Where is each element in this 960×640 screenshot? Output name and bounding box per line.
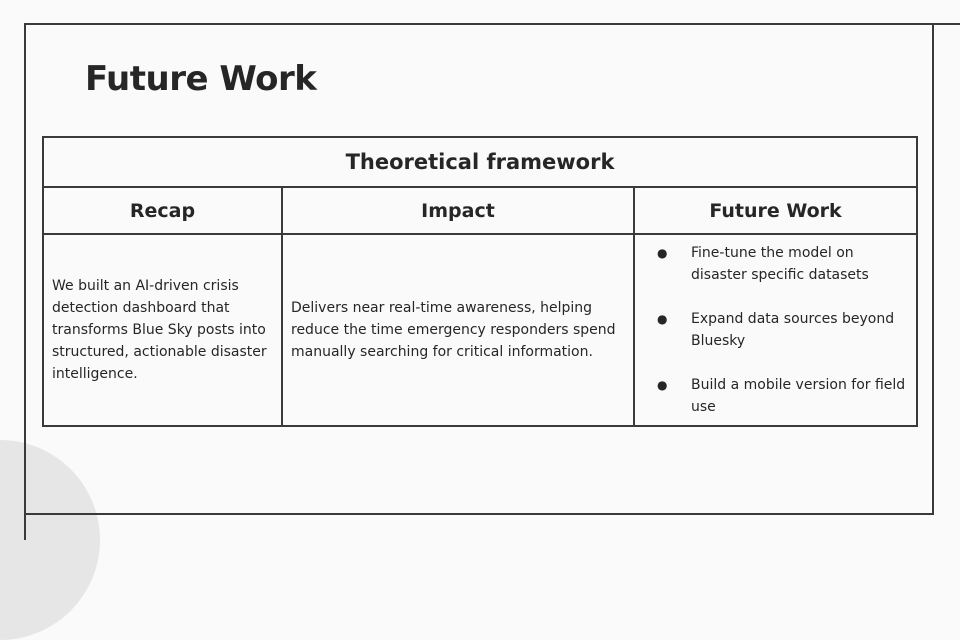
table-caption-row: [43, 137, 917, 187]
table-header-row: [43, 187, 917, 234]
future-work-cell: [634, 234, 917, 426]
list-item: [643, 242, 908, 286]
list-item-text: Fine-tune the model on disaster specific datasets: [691, 245, 869, 283]
future-work-list: [643, 242, 908, 418]
table-caption: Theoretical framework: [43, 137, 917, 187]
list-item: [643, 374, 908, 418]
frame-edge-left: [24, 515, 26, 540]
framework-table: [42, 136, 918, 427]
list-item-text: Expand data sources beyond Bluesky: [691, 311, 895, 349]
bullet-icon: ●: [657, 312, 668, 326]
bullet-icon: ●: [657, 246, 668, 260]
column-header-recap: Recap: [43, 187, 282, 234]
column-header-impact: Impact: [282, 187, 634, 234]
column-header-future-work: Future Work: [634, 187, 917, 234]
list-item-text: Build a mobile version for field use: [691, 377, 906, 415]
impact-cell: Delivers near real-time awareness, helping reduce the time emergency responders spend manually searching for critical information.: [282, 234, 634, 426]
list-item: [643, 308, 908, 352]
frame-edge-top: [934, 23, 960, 25]
slide-title: Future Work: [85, 59, 317, 99]
bullet-icon: ●: [657, 378, 668, 392]
recap-cell: We built an AI-driven crisis detection dashboard that transforms Blue Sky posts into structured, actionable disaster intelligence.: [43, 234, 282, 426]
table-row: [43, 234, 917, 426]
